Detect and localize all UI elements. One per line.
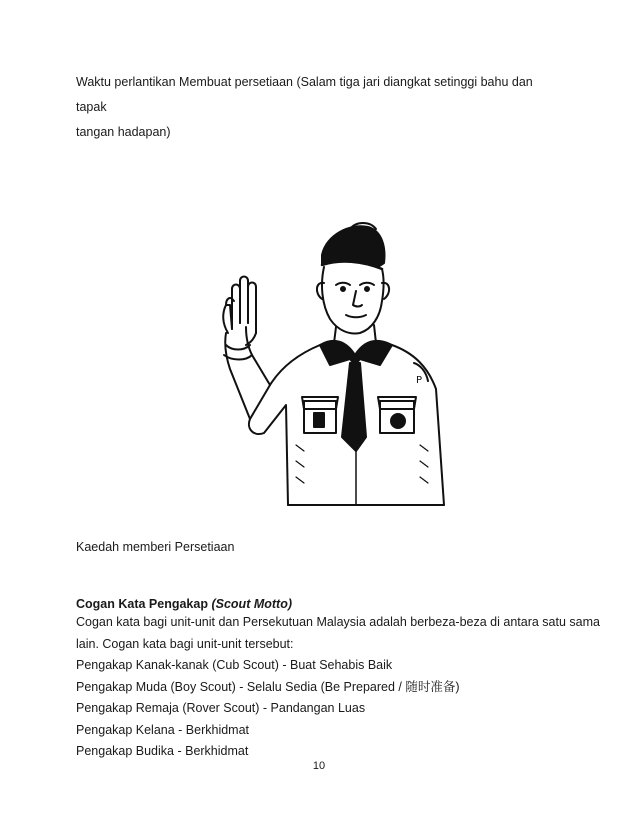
motto-item: Pengakap Budika - Berkhidmat: [76, 744, 249, 758]
page-number: 10: [312, 760, 326, 772]
motto-item: Pengakap Muda (Boy Scout) - Selalu Sedia (Be Prepared / 随时准备): [76, 679, 460, 694]
section-title: [76, 594, 292, 614]
intro-line-1: Waktu perlantikan Membuat persetiaan (Salam tiga jari diangkat setinggi bahu dan tapak: [76, 75, 533, 114]
motto-item: Pengakap Remaja (Rover Scout) - Pandangan Luas: [76, 701, 366, 715]
svg-text:P: P: [416, 375, 423, 386]
body-line: lain. Cogan kata bagi unit-unit tersebut:: [76, 636, 294, 651]
intro-line-2: tangan hadapan): [76, 125, 171, 139]
section-body: [76, 612, 600, 763]
scout-salute-illustration: [200, 205, 462, 515]
figure-caption: Kaedah memberi Persetiaan: [76, 540, 235, 554]
body-line: Cogan kata bagi unit-unit dan Persekutuan Malaysia adalah berbeza-beza di antara satu sama: [76, 615, 600, 629]
section-title-sub: (Scout Motto): [211, 597, 292, 611]
motto-item: Pengakap Kanak-kanak (Cub Scout) - Buat Sehabis Baik: [76, 658, 393, 672]
motto-item: Pengakap Kelana - Berkhidmat: [76, 722, 250, 737]
section-title-main: Cogan Kata Pengakap: [76, 597, 208, 611]
intro-paragraph: [76, 70, 566, 145]
